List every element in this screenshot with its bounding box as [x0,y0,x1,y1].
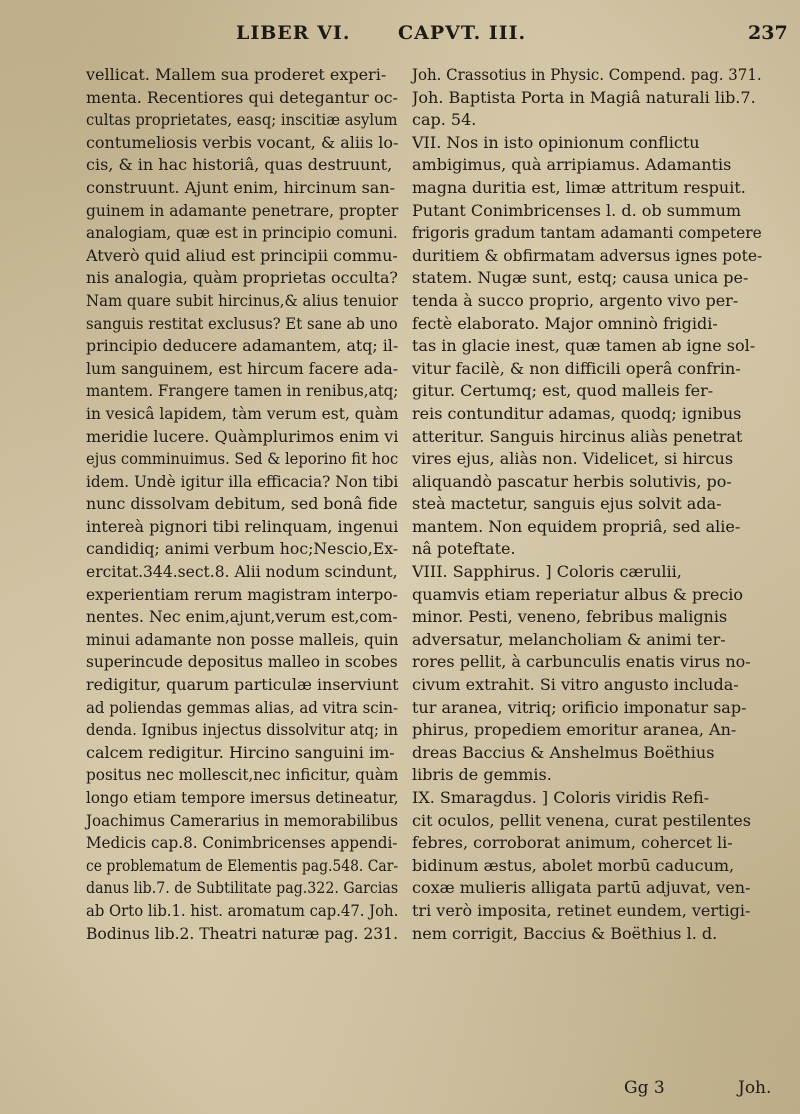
text-line: contumeliosis verbis vocant, & aliis lo- [86,132,399,152]
text-line: calcem redigitur. Hircino sanguini im- [86,742,395,762]
text-line: vellicat. Mallem sua proderet experi- [86,65,387,84]
text-line: idem. Undè igitur illa efficacia? Non tibi [86,471,399,491]
text-line: gitur. Certumq; est, quod malleis fer- [412,381,714,401]
text-line: sanguis restitat exclusus? Et sane ab uno [86,313,398,333]
text-line: Nam quare subit hircinus,& alius tenuior [86,290,399,310]
text-line: coxæ mulieris alligata partū adjuvat, ven- [412,878,751,898]
text-line: Joh. Crassotius in Physic. Compend. pag. 371. [412,65,762,84]
text-line: Joh. Baptista Porta in Magiâ naturali lib.7. [412,87,756,107]
text-line: steà mactetur, sanguis ejus solvit ada- [412,494,722,514]
text-line: aliquandò pascatur herbis solutivis, po- [412,471,732,491]
text-line: mantem. Frangere tamen in renibus,atq; [86,381,399,401]
text-line: ce problematum de Elementis pag.548. Car- [86,855,399,875]
text-line: cap. 54. [412,110,477,130]
text-line: civum extrahit. Si vitro angusto includa- [412,675,739,695]
text-line: experientiam rerum magistram interpo- [86,584,398,604]
text-line: intereà pignori tibi relinquam, ingenui [86,516,398,536]
text-line: fectè elaborato. Major omninò frigidi- [412,313,718,333]
catchword: Joh. [738,1078,772,1098]
text-line: frigoris gradum tantam adamanti competere [412,223,762,243]
text-line: IX. Smaragdus. ] Coloris viridis Refi- [412,788,710,807]
text-line: ejus comminuimus. Sed & leporino fit hoc [86,449,399,469]
text-line: libris de gemmis. [412,765,552,785]
text-line: ad poliendas gemmas alias, ad vitra scin- [86,697,399,717]
text-line: nâ poteftate. [412,539,516,559]
text-line: vires ejus, aliàs non. Videlicet, si hircus [412,449,734,469]
text-line: cit oculos, pellit venena, curat pestilentes [412,810,751,830]
text-line: menta. Recentiores qui detegantur oc- [86,87,398,107]
text-line: longo etiam tempore imersus detineatur, [86,788,399,807]
text-line: candidiq; animi verbum hoc;Nescio,Ex- [86,539,399,559]
text-line: denda. Ignibus injectus dissolvitur atq; in [86,720,398,740]
text-line: redigitur, quarum particulæ inserviunt [86,675,399,695]
signature-mark: Gg 3 [624,1078,665,1098]
text-line: magna duritia est, limæ attritum respuit. [412,177,746,197]
text-line: ab Orto lib.1. hist. aromatum cap.47. Joh. [86,900,399,920]
text-line: Putant Conimbricenses l. d. ob summum [412,200,742,220]
text-line: nentes. Nec enim,ajunt,verum est,com- [86,607,398,627]
text-line: bidinum æstus, abolet morbū caducum, [412,855,735,875]
text-line: nis analogia, quàm proprietas occulta? [86,268,398,288]
text-line: guinem in adamante penetrare, propter [86,200,399,220]
text-line: danus lib.7. de Subtilitate pag.322. Garcias [86,878,399,898]
text-line: febres, corroborat animum, cohercet li- [412,833,733,853]
page-number: 237 [748,22,788,44]
text-line: cultas proprietates, easq; inscitiæ asylum [86,110,398,130]
text-line: ambigimus, quà arripiamus. Adamantis [412,155,732,175]
text-line: superincude depositus malleo in scobes [86,652,398,672]
text-line: analogiam, quæ est in principio comuni. [86,223,398,243]
text-line: Joachimus Camerarius in memorabilibus [86,810,399,830]
text-line: nunc dissolvam debitum, sed bonâ fide [86,494,398,514]
text-line: tenda à succo proprio, argento vivo per- [412,290,739,310]
text-line: adversatur, melancholiam & animi ter- [412,629,726,649]
text-line: tri verò imposita, retinet eundem, vertigi- [412,900,751,920]
text-line: tas in glacie inest, quæ tamen ab igne sol- [412,336,756,356]
text-line: VIII. Sapphirus. ] Coloris cærulii, [412,562,682,582]
text-line: Bodinus lib.2. Theatri naturæ pag. 231. [86,923,399,943]
text-line: phirus, propediem emoritur aranea, An- [412,720,737,740]
text-line: Medicis cap.8. Conimbricenses appendi- [86,833,398,853]
text-line: dreas Baccius & Anshelmus Boëthius [412,742,715,762]
text-line: atteritur. Sanguis hircinus aliàs penetrat [412,426,743,446]
right-text-column [412,64,762,945]
text-line: ercitat.344.sect.8. Alii nodum scindunt, [86,562,398,582]
text-line: duritiem & obfirmatam adversus ignes pote- [412,245,763,265]
text-line: construunt. Ajunt enim, hircinum san- [86,177,396,197]
text-line: minor. Pesti, veneno, febribus malignis [412,607,728,627]
text-line: reis contunditur adamas, quodq; ignibus [412,403,742,423]
text-line: Atverò quid aliud est principii commu- [86,245,398,265]
left-text-column [86,64,398,945]
text-line: cis, & in hac historiâ, quas destruunt, [86,155,393,175]
text-line: in vesicâ lapidem, tàm verum est, quàm [86,403,399,423]
text-line: vitur facilè, & non difficili operâ confrin- [412,358,741,378]
text-line: meridie lucere. Quàmplurimos enim vi [86,426,398,446]
text-line: lum sanguinem, est hircum facere ada- [86,358,399,378]
text-line: VII. Nos in isto opinionum conflictu [412,132,700,152]
text-line: statem. Nugæ sunt, estq; causa unica pe- [412,268,749,288]
text-line: minui adamante non posse malleis, quin [86,629,399,649]
text-line: principio deducere adamantem, atq; il- [86,336,399,356]
running-head-book: LIBER VI. [236,22,351,44]
running-header [0,8,800,48]
text-line: quamvis etiam reperiatur albus & precio [412,584,744,604]
running-head-chapter: CAPVT. III. [398,22,527,44]
text-line: mantem. Non equidem propriâ, sed alie- [412,516,741,536]
text-line: tur aranea, vitriq; orificio imponatur sap- [412,697,747,717]
text-line: positus nec mollescit,nec inficitur, quàm [86,765,399,785]
text-line: nem corrigit, Baccius & Boëthius l. d. [412,923,718,943]
text-line: rores pellit, à carbunculis enatis virus no- [412,652,751,672]
